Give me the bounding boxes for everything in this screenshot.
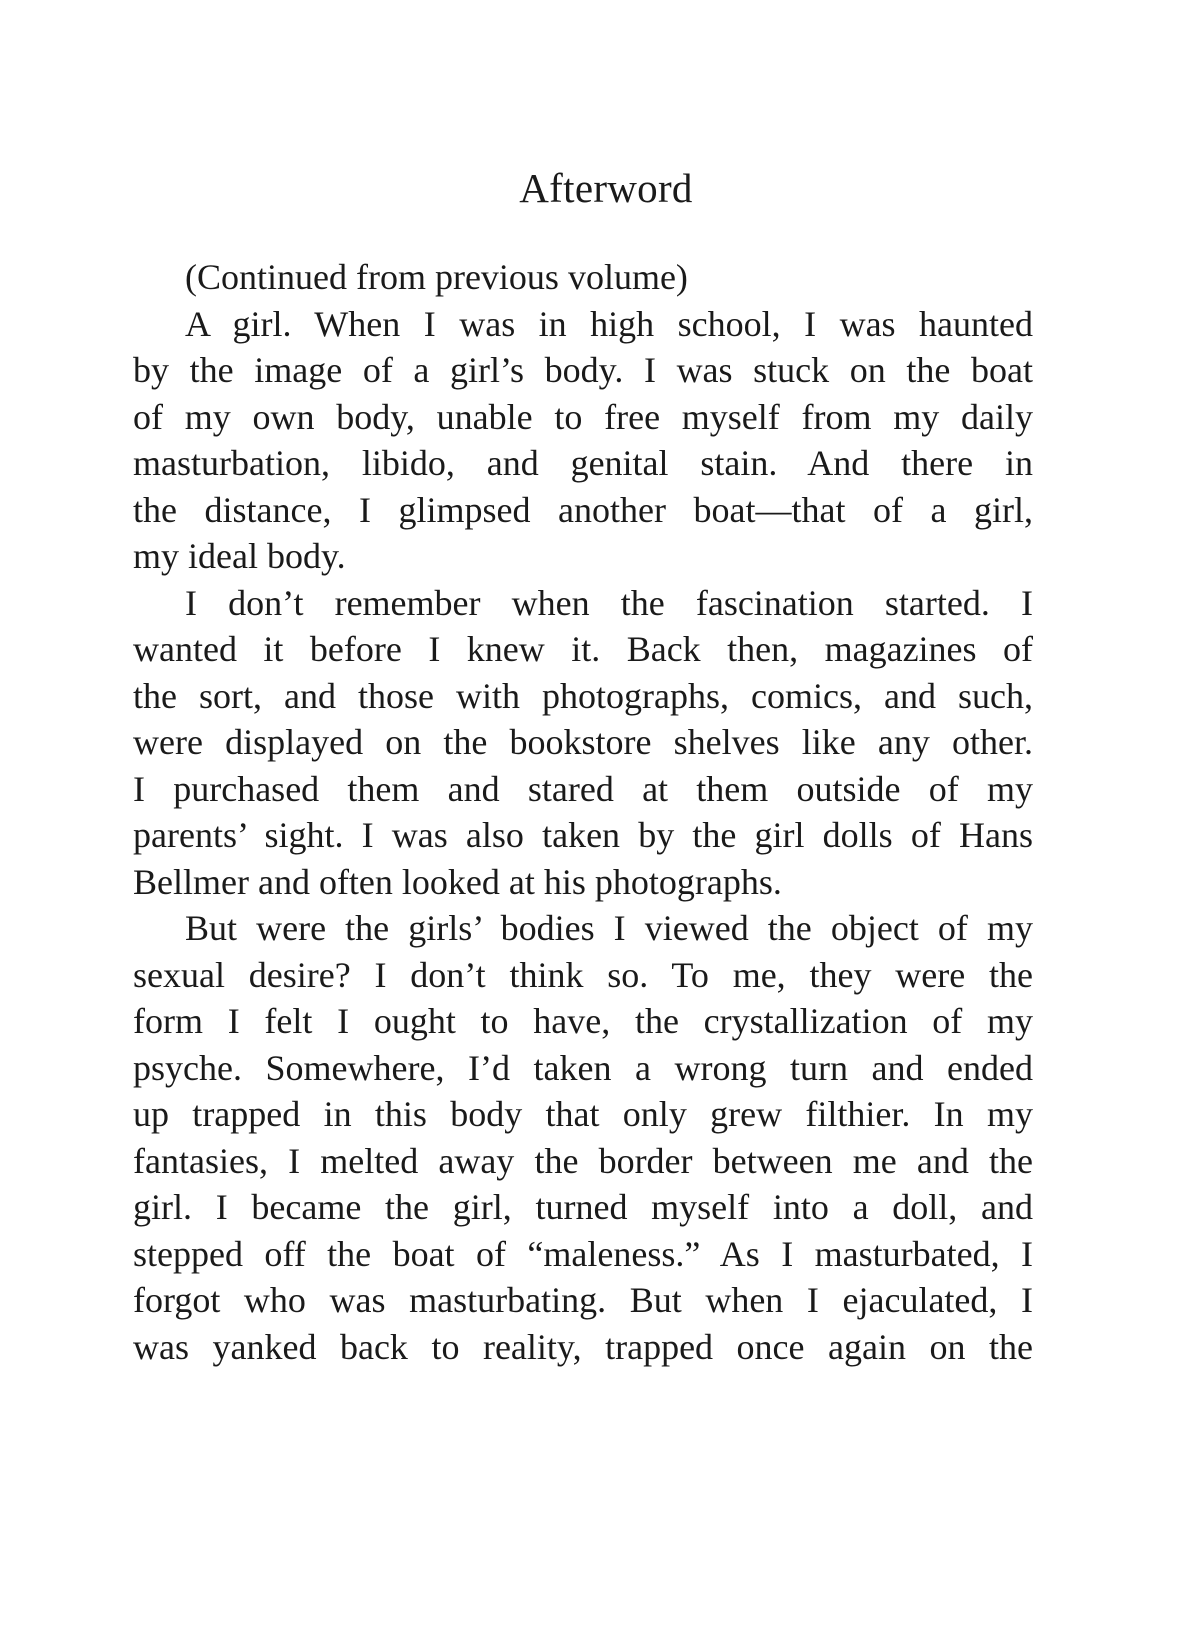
text-line: form I felt I ought to have, the crystallization of my <box>133 1001 1033 1041</box>
text-line: by the image of a girl’s body. I was stuck on the boat <box>133 350 1033 390</box>
text-line: parents’ sight. I was also taken by the girl dolls of Hans <box>133 815 1033 855</box>
text-line: girl. I became the girl, turned myself into a doll, and <box>133 1187 1033 1227</box>
text-line: I purchased them and stared at them outside of my <box>133 768 1033 809</box>
text-line: Bellmer and often looked at his photographs. <box>133 861 782 902</box>
text-line: masturbation, libido, and genital stain. And there in <box>133 443 1033 483</box>
text-line: wanted it before I knew it. Back then, magazines of <box>133 629 1033 669</box>
text-line: psyche. Somewhere, I’d taken a wrong turn and ended <box>133 1047 1033 1088</box>
text-line: were displayed on the bookstore shelves like any other. <box>133 722 1033 762</box>
text-line: sexual desire? I don’t think so. To me, they were the <box>133 954 1033 995</box>
text-line: the sort, and those with photographs, comics, and such, <box>133 675 1033 716</box>
text-line: But were the girls’ bodies I viewed the object of my <box>185 908 1033 948</box>
text-line: (Continued from previous volume) <box>185 257 688 297</box>
text-line: of my own body, unable to free myself from my daily <box>133 396 1033 437</box>
text-line: was yanked back to reality, trapped once again on the <box>133 1326 1033 1367</box>
text-line: my ideal body. <box>133 536 346 576</box>
text-line: stepped off the boat of “maleness.” As I masturbated, I <box>133 1233 1033 1274</box>
text-line: I don’t remember when the fascination started. I <box>185 582 1033 623</box>
text-line: forgot who was masturbating. But when I ejaculated, I <box>133 1280 1033 1320</box>
body-text <box>133 254 1033 1370</box>
chapter-title: Afterword <box>519 165 693 211</box>
text-line: the distance, I glimpsed another boat—that of a girl, <box>133 489 1033 530</box>
text-line: A girl. When I was in high school, I was haunted <box>185 303 1033 344</box>
text-line: fantasies, I melted away the border between me and the <box>133 1140 1033 1181</box>
text-line: up trapped in this body that only grew filthier. In my <box>133 1094 1033 1134</box>
